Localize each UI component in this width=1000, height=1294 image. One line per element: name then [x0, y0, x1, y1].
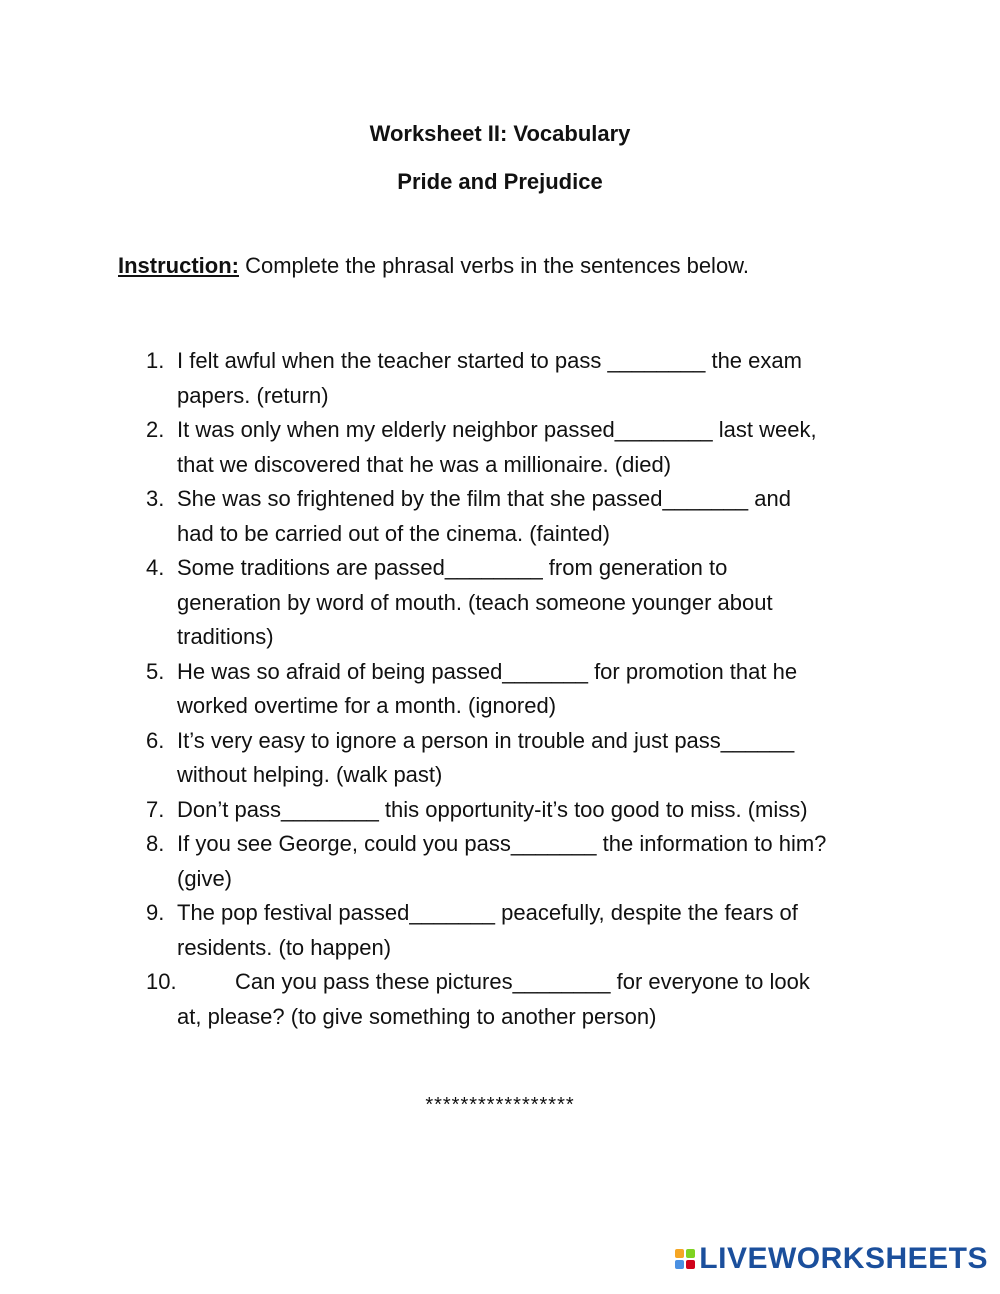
question-number: 8. — [146, 831, 165, 856]
question-number: 9. — [146, 900, 165, 925]
question-text-line: He was so afraid of being passed_______ for promotion that he — [177, 658, 798, 684]
question-text-line: (give) — [177, 865, 233, 891]
page-subtitle: Pride and Prejudice — [397, 169, 603, 194]
question-text-line: It was only when my elderly neighbor passed________ last week, — [177, 417, 817, 442]
question-item — [0, 896, 1000, 965]
liveworksheets-logo-icon — [675, 1249, 695, 1269]
question-number: 1. — [146, 348, 165, 373]
watermark-text: LIVEWORKSHEETS — [699, 1242, 988, 1275]
question-number: 6. — [146, 727, 165, 753]
logo-square — [686, 1260, 695, 1269]
question-list — [0, 344, 1000, 1034]
question-text-line: residents. (to happen) — [177, 934, 392, 960]
page-title: Worksheet II: Vocabulary — [369, 121, 631, 146]
question-text-line: She was so frightened by the film that she passed_______ and — [177, 486, 791, 511]
question-text-line: worked overtime for a month. (ignored) — [177, 693, 557, 718]
watermark-logo — [675, 1242, 988, 1276]
question-number: 5. — [146, 658, 165, 684]
question-text-line: traditions) — [177, 624, 274, 649]
logo-square — [675, 1249, 684, 1258]
question-item — [0, 827, 1000, 896]
instruction — [118, 253, 749, 279]
question-number: 3. — [146, 486, 165, 511]
question-text-line: generation by word of mouth. (teach someone younger about — [177, 589, 773, 615]
question-number: 4. — [146, 555, 165, 580]
question-text-line: papers. (return) — [177, 382, 329, 408]
question-text-line: If you see George, could you pass_______ the information to him? — [177, 831, 827, 856]
question-text-line: I felt awful when the teacher started to pass ________ the exam — [177, 348, 802, 373]
question-text-line: The pop festival passed_______ peacefully, despite the fears of — [177, 900, 798, 925]
question-text-line: It’s very easy to ignore a person in trouble and just pass______ — [177, 727, 795, 753]
question-number: 2. — [146, 417, 165, 442]
question-item — [0, 551, 1000, 655]
instruction-text: Complete the phrasal verbs in the sentences below. — [239, 253, 749, 278]
question-item — [0, 413, 1000, 482]
question-number: 10. — [146, 969, 177, 994]
question-text-line: without helping. (walk past) — [177, 762, 443, 787]
logo-square — [686, 1249, 695, 1258]
question-text-line: Some traditions are passed________ from generation to — [177, 555, 728, 580]
question-number: 7. — [146, 796, 165, 822]
question-text-line: had to be carried out of the cinema. (fainted) — [177, 520, 610, 546]
question-item — [0, 724, 1000, 793]
question-item — [0, 344, 1000, 413]
question-text-line: Can you pass these pictures________ for everyone to look — [235, 969, 810, 994]
instruction-label: Instruction: — [118, 253, 239, 278]
question-item — [0, 482, 1000, 551]
separator: ***************** — [425, 1094, 575, 1116]
question-item — [0, 793, 1000, 828]
logo-square — [675, 1260, 684, 1269]
question-text-line: that we discovered that he was a millionaire. (died) — [177, 451, 672, 477]
question-text-line: at, please? (to give something to another person) — [177, 1003, 657, 1029]
question-item — [0, 965, 1000, 1034]
question-item — [0, 655, 1000, 724]
question-text-line: Don’t pass________ this opportunity-it’s too good to miss. (miss) — [177, 796, 808, 822]
